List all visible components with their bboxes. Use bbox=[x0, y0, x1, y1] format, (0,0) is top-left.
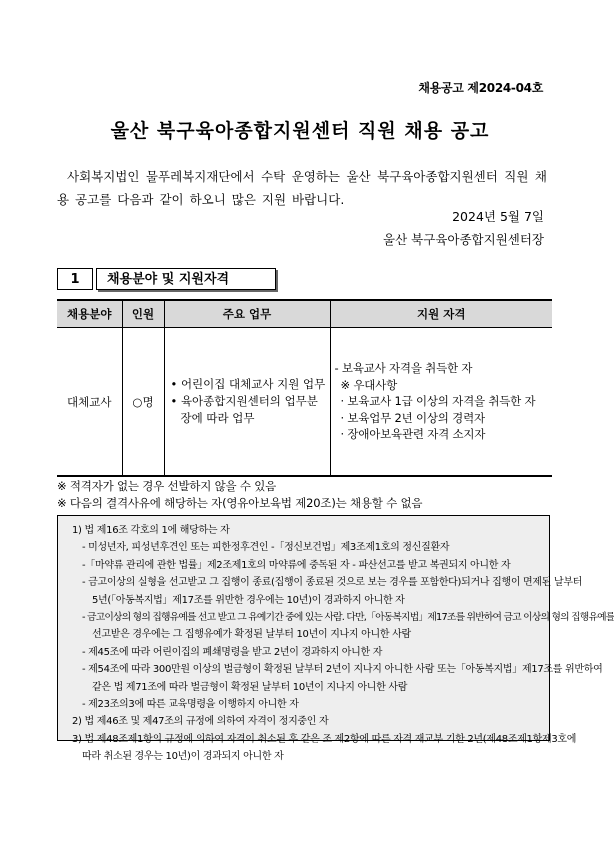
intro-paragraph: 사회복지법인 물푸레복지재단에서 수탁 운영하는 울산 북구육아종합지원센터 직원 채용 공고를 다음과 같이 하오니 많은 지원 바랍니다. bbox=[57, 169, 547, 207]
disqualification-line: - 금고이상의 실형을 선고받고 그 집행이 종료(집행이 종료된 것으로 보는 경우를 포함한다)되거나 집행이 면제된 날부터 bbox=[82, 577, 583, 589]
header-field: 채용분야 bbox=[57, 300, 122, 328]
disqualification-line: 2) 법 제46조 및 제47조의 규정에 의하여 자격이 정지중인 자 bbox=[72, 716, 329, 728]
section-heading bbox=[57, 268, 276, 290]
note-no-candidate: ※ 적격자가 없는 경우 선발하지 않을 수 있음 bbox=[57, 479, 277, 493]
qualification-item: · 보육교사 1급 이상의 자격을 취득한 자 bbox=[340, 394, 536, 409]
qualification-item: · 장애아보육관련 자격 소지자 bbox=[340, 427, 486, 442]
recruitment-table bbox=[57, 299, 552, 477]
header-duties: 주요 업무 bbox=[164, 300, 330, 328]
disqualification-line: 1) 법 제16조 각호의 1에 해당하는 자 bbox=[72, 525, 230, 536]
disqualification-line: 선고받은 경우에는 그 집행유예가 확정된 날부터 10년이 지나지 아니한 사람 bbox=[92, 629, 411, 641]
page-title: 울산 북구육아종합지원센터 직원 채용 공고 bbox=[110, 120, 490, 142]
disqualification-line: - 제45조에 따라 어린이집의 폐쇄명령을 받고 2년이 경과하지 아니한 자 bbox=[82, 646, 383, 658]
note-disqualification: ※ 다음의 결격사유에 해당하는 자(영유아보육법 제20조)는 채용할 수 없음 bbox=[57, 496, 423, 510]
cell-count: ○명 bbox=[122, 328, 164, 477]
duty-item: • 어린이집 대체교사 지원 업무 bbox=[170, 377, 326, 391]
table-header-row bbox=[57, 300, 552, 328]
qualification-item: · 보육업무 2년 이상의 경력자 bbox=[340, 410, 485, 425]
cell-qualifications bbox=[330, 328, 552, 477]
disqualification-line: - 제54조에 따라 300만원 이상의 벌금형이 확정된 날부터 2년이 지나지 아니한 사람 또는「아동복지법」제17조를 위반하여 bbox=[82, 664, 603, 676]
disqualification-line: 3) 법 제48조제1항의 규정에 의하여 자격이 취소된 후 같은 조 제2항에 따른 자격 재교부 기한 2년(제48조제1항제3호에 bbox=[72, 733, 577, 745]
disqualification-box bbox=[57, 515, 614, 763]
qualification-item: ※ 우대사항 bbox=[340, 377, 398, 392]
cell-duties bbox=[164, 328, 330, 477]
disqualification-line: -「마약류 관리에 관한 법률」제2조제1호의 마약류에 중독된 자 - 파산선고를 받고 복권되지 아니한 자 bbox=[82, 559, 511, 571]
header-count: 인원 bbox=[122, 300, 164, 328]
disqualification-line: - 금고이상의 형의 집행유예를 선고 받고 그 유예기간 중에 있는 사람. 다만,「아동복지법」제17조를 위반하여 금고 이상의 형의 집행유예를 bbox=[82, 612, 614, 624]
disqualification-line: 같은 법 제71조에 따라 벌금형이 확정된 날부터 10년이 지나지 아니한 사람 bbox=[92, 681, 408, 693]
disqualification-line: - 제23조의3에 따른 교육명령을 이행하지 아니한 자 bbox=[82, 699, 299, 711]
section-number: 1 bbox=[57, 268, 93, 290]
issuing-organization: 울산 북구육아종합지원센터장 bbox=[383, 232, 544, 247]
table-row bbox=[57, 328, 552, 477]
disqualification-line: 따라 취소된 경우는 10년)이 경과되지 아니한 자 bbox=[82, 751, 284, 763]
section-title: 채용분야 및 지원자격 bbox=[96, 268, 276, 290]
header-qualifications: 지원 자격 bbox=[330, 300, 552, 328]
duty-item: • 육아종합지원센터의 업무분장에 따라 업무 bbox=[170, 394, 318, 425]
notice-number: 채용공고 제2024-04호 bbox=[418, 81, 543, 95]
disqualification-line: 5년(「아동복지법」제17조를 위반한 경우에는 10년)이 경과하지 아니한 자 bbox=[92, 594, 405, 606]
qualification-item: - 보육교사 자격을 취득한 자 bbox=[334, 361, 473, 376]
notice-date: 2024년 5월 7일 bbox=[452, 209, 544, 224]
cell-field: 대체교사 bbox=[57, 328, 122, 477]
disqualification-line: - 미성년자, 피성년후견인 또는 피한정후견인 -「정신보건법」제3조제1호의 정신질환자 bbox=[82, 542, 450, 554]
